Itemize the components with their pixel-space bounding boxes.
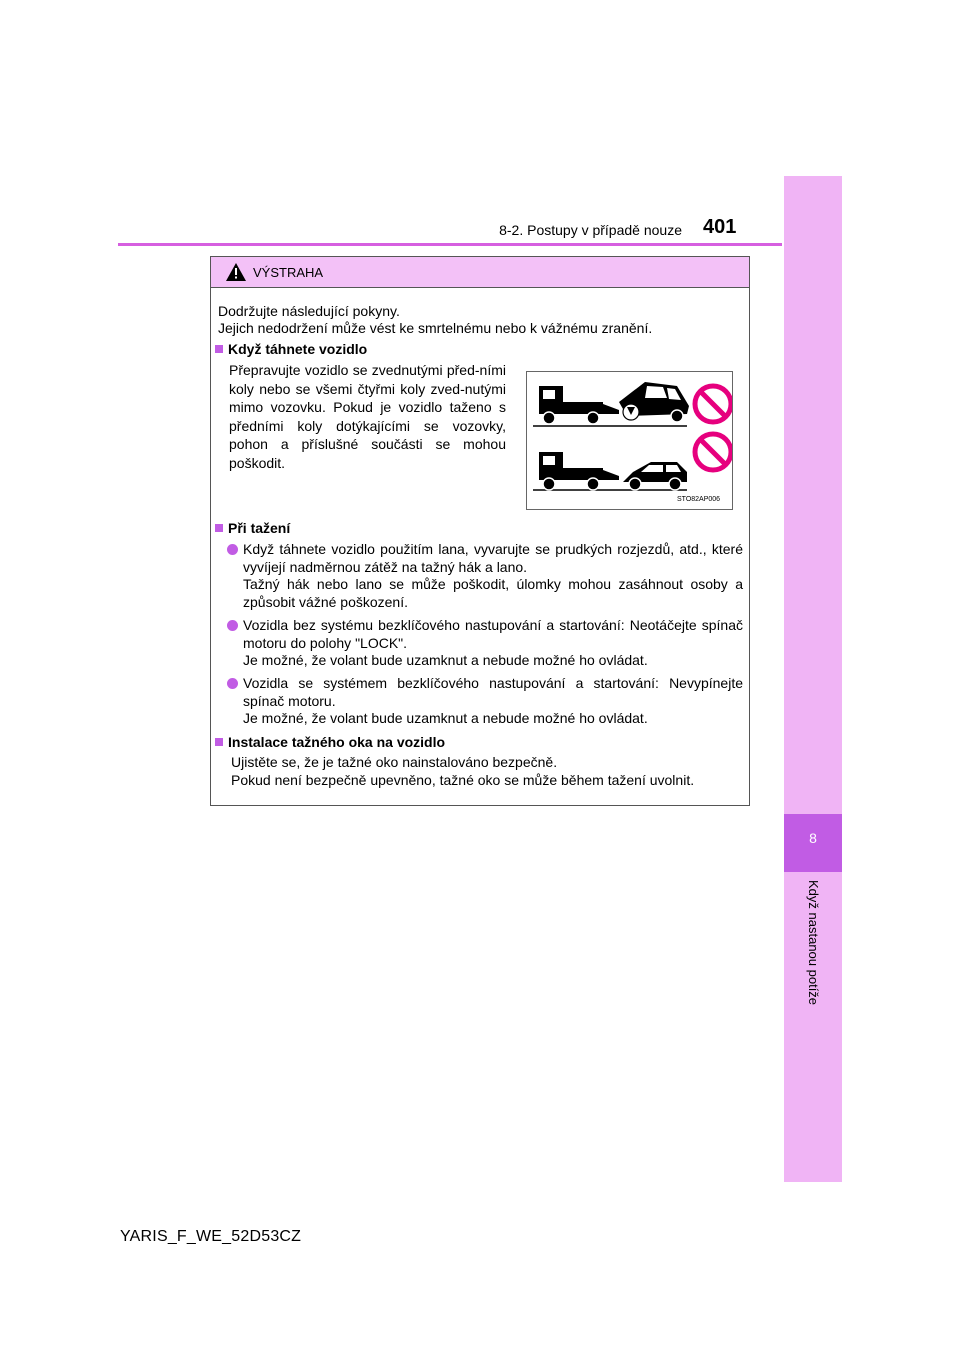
square-bullet-icon bbox=[215, 345, 223, 353]
header-rule bbox=[118, 243, 782, 246]
chapter-side-tab bbox=[784, 176, 842, 1182]
square-bullet-icon bbox=[215, 524, 223, 532]
warning-header bbox=[211, 257, 749, 288]
bullet-line: Vozidla bez systému bezklíčového nastupování a startování: Neotáčejte spínač motoru do polohy "LOCK". bbox=[243, 617, 743, 651]
page-number: 401 bbox=[703, 216, 737, 238]
bullet-line: Je možné, že volant bude uzamknut a nebude možné ho ovládat. bbox=[243, 710, 648, 726]
warning-triangle-icon bbox=[226, 263, 246, 281]
bullet-line: Když táhnete vozidlo použitím lana, vyvarujte se prudkých rozjezdů, atd., které vyvíjejí nadměrnou zátěž na tažný hák a lano. bbox=[243, 541, 743, 575]
section-title: 8-2. Postupy v případě nouze bbox=[499, 222, 682, 238]
bullet-item bbox=[227, 617, 743, 670]
section-heading-text: Instalace tažného oka na vozidlo bbox=[228, 734, 446, 750]
round-bullet-icon bbox=[227, 544, 238, 555]
chapter-title: Když nastanou potíže bbox=[806, 880, 821, 1006]
towing-paragraph: Přepravujte vozidlo se zvednutými před-ními koly nebo se všemi čtyřmi koly zved-nutými mimo vozovku. Pokud je vozidlo taženo s předními koly dotýkajícími se vozovky, pohon a příslušné součásti se mohou poškodit. bbox=[229, 362, 506, 471]
section-heading-text: Při tažení bbox=[228, 520, 291, 536]
intro-line: Dodržujte následující pokyny. bbox=[218, 303, 400, 319]
section-heading-text: Když táhnete vozidlo bbox=[228, 341, 368, 357]
towing-eye-text bbox=[231, 754, 743, 789]
square-bullet-icon bbox=[215, 738, 223, 746]
intro-line: Jejich nedodržení může vést ke smrtelnému nebo k vážnému zranění. bbox=[218, 320, 653, 336]
section-heading-towing-eye bbox=[215, 734, 445, 751]
document-code: YARIS_F_WE_52D53CZ bbox=[120, 1228, 302, 1245]
tow-truck-diagram bbox=[527, 372, 732, 509]
bullet-line: Je možné, že volant bude uzamknut a nebude možné ho ovládat. bbox=[243, 652, 648, 668]
warning-label: VÝSTRAHA bbox=[253, 265, 324, 280]
text-line: Pokud není bezpečně upevněno, tažné oko se může během tažení uvolnit. bbox=[231, 771, 695, 788]
chapter-number: 8 bbox=[809, 830, 817, 846]
text-line: Ujistěte se, že je tažné oko nainstalováno bezpečně. bbox=[231, 754, 558, 770]
round-bullet-icon bbox=[227, 620, 238, 631]
bullet-item bbox=[227, 675, 743, 728]
round-bullet-icon bbox=[227, 678, 238, 689]
section-heading-towing bbox=[215, 341, 367, 358]
warning-box bbox=[210, 256, 750, 806]
warning-intro bbox=[218, 303, 652, 337]
illustration-code: STO82AP006 bbox=[677, 496, 721, 503]
section-heading-during-towing bbox=[215, 520, 290, 537]
bullet-line: Vozidla se systémem bezklíčového nastupování a startování: Nevypínejte spínač motoru. bbox=[243, 675, 743, 709]
bullet-line: Tažný hák nebo lano se může poškodit, úlomky mohou zasáhnout osoby a způsobit vážné poškození. bbox=[243, 576, 743, 610]
bullet-item bbox=[227, 541, 743, 611]
tow-truck-illustration bbox=[526, 371, 733, 510]
